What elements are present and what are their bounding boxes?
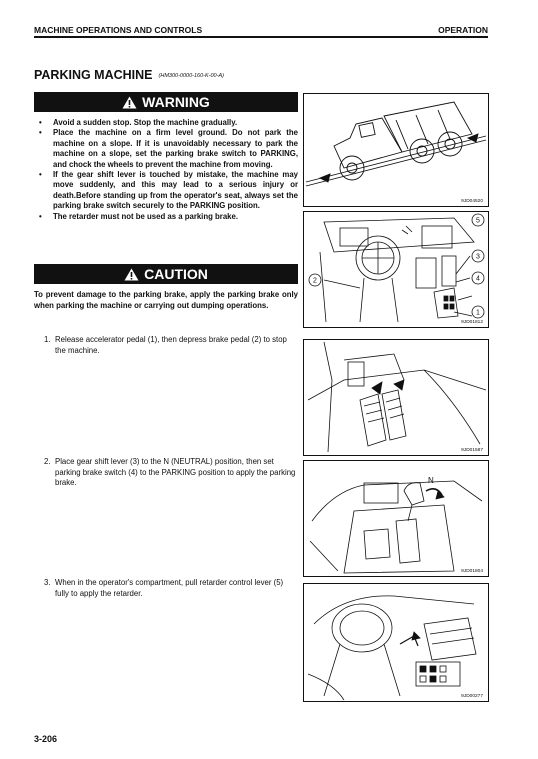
- header-rule: [34, 36, 488, 38]
- figure-caption: 9JD01812: [461, 320, 483, 325]
- figure-pedals: [303, 339, 489, 456]
- figure-caption: 9JD00277: [461, 694, 483, 699]
- header-section: MACHINE OPERATIONS AND CONTROLS: [34, 25, 203, 35]
- figure-caption: 9JD01587: [461, 448, 483, 453]
- figure-caption: 9JD04520: [461, 199, 483, 204]
- callout-label: 4: [476, 275, 480, 283]
- figure-cab-controls: [303, 211, 489, 328]
- dump-truck-illustration: [304, 94, 488, 206]
- callout-label: 2: [313, 277, 317, 285]
- gear-shift-illustration: [304, 461, 488, 576]
- warning-triangle-icon: [122, 96, 137, 109]
- title-main: PARKING MACHINE: [34, 68, 153, 82]
- warning-item: • Place the machine on a firm level ground. Do not park the machine on a slope. If it is unavoidably necessary to park the machine on a slope, set the parking brake switch to PARKING, and chock the wheels to prevent the machine from moving.: [39, 128, 298, 169]
- caution-label: CAUTION: [144, 266, 208, 282]
- caution-banner: [34, 264, 298, 284]
- figure-dump-truck: [303, 93, 489, 207]
- step-2: 2. Place gear shift lever (3) to the N (NEUTRAL) position, then set parking brake switch (4) to the PARKING position to apply the parking brake.: [44, 457, 296, 488]
- figure-gear-shift: [303, 460, 489, 577]
- warning-item: • If the gear shift lever is touched by mistake, the machine may move suddenly, and this may lead to a serious injury or death.Before standing up from the operator's seat, always set the parking brake switch securely to the PARKING position.: [39, 170, 298, 211]
- warning-item: • Avoid a sudden stop. Stop the machine gradually.: [39, 118, 238, 127]
- figure-caption: 9JD01804: [461, 569, 483, 574]
- pedals-illustration: [304, 340, 488, 455]
- figure-retarder: [303, 583, 489, 702]
- caution-triangle-icon: [124, 268, 139, 281]
- neutral-label: N: [428, 476, 434, 485]
- retarder-illustration: [304, 584, 488, 701]
- page-number: 3-206: [34, 734, 58, 744]
- header-chapter: OPERATION: [438, 25, 488, 35]
- warning-item: • The retarder must not be used as a parking brake.: [39, 211, 239, 221]
- callout-label: 3: [476, 253, 480, 261]
- warning-list: [36, 118, 298, 222]
- caution-text: To prevent damage to the parking brake, apply the parking brake only when parking the machine or carrying out dumping operations.: [34, 290, 298, 310]
- callout-label: 5: [476, 217, 480, 225]
- title-code: (HM300-0000-160-K-00-A): [158, 73, 224, 79]
- warning-banner: [34, 92, 298, 112]
- step-1: 1. Release accelerator pedal (1), then depress brake pedal (2) to stop the machine.: [44, 335, 287, 355]
- page-title: [34, 68, 224, 82]
- step-3: 3. When in the operator's compartment, pull retarder control lever (5) fully to apply the retarder.: [44, 578, 284, 598]
- cab-controls-illustration: [304, 212, 488, 327]
- callout-label: 1: [476, 309, 480, 317]
- warning-label: WARNING: [142, 94, 210, 110]
